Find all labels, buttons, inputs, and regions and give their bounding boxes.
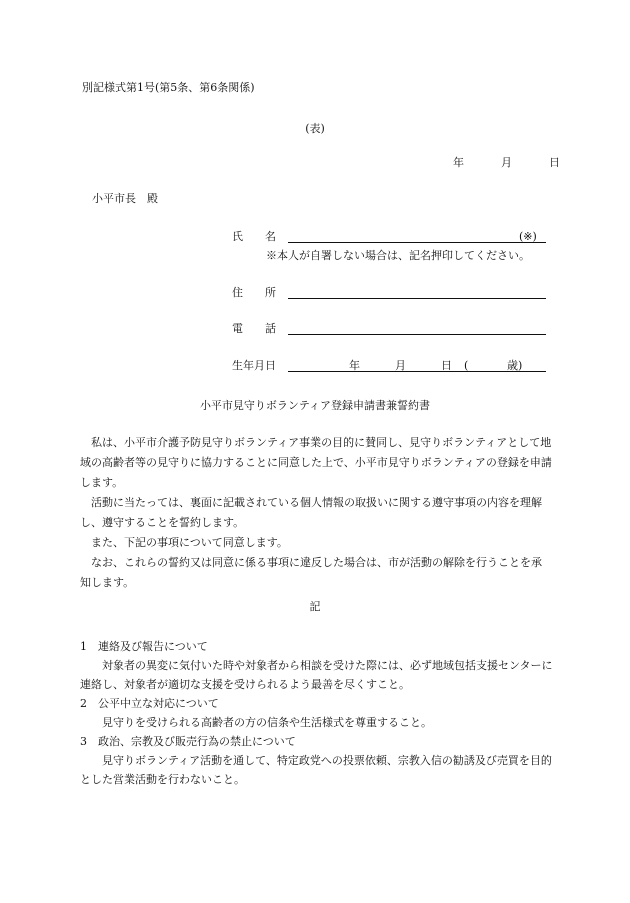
item-3-heading: 3 政治、宗教及び販売行為の禁止について bbox=[80, 735, 296, 748]
phone-label: 電 話 bbox=[232, 322, 276, 335]
item-3-body: 見守りボランティア活動を通して、特定政党への投票依頼、宗教入信の勧誘及び売買を目的とした営業活動を行わないこと。 bbox=[80, 754, 552, 786]
pledge-body bbox=[80, 433, 552, 593]
document-title: 小平市見守りボランティア登録申請書兼誓約書 bbox=[199, 399, 431, 412]
birth-age-open: ( bbox=[464, 359, 469, 372]
name-field[interactable] bbox=[288, 242, 546, 243]
birth-year: 年 bbox=[349, 359, 360, 372]
date-year: 年 bbox=[453, 156, 464, 169]
ki-heading: 記 bbox=[309, 600, 321, 613]
body-paragraph-4: なお、これらの誓約又は同意に係る事項に違反した場合は、市が活動の解除を行うことを承知します。 bbox=[80, 556, 542, 589]
agreement-items bbox=[80, 637, 560, 789]
side-label: (表) bbox=[305, 122, 325, 135]
body-paragraph-1: 私は、小平市介護予防見守りボランティア事業の目的に賛同し、見守りボランティアとして地域の高齢者等の見守りに協力することに同意した上で、小平市見守りボランティアの登録を申請します。 bbox=[80, 436, 552, 489]
date-month: 月 bbox=[501, 156, 512, 169]
phone-field[interactable] bbox=[288, 334, 546, 335]
item-1-body: 対象者の異変に気付いた時や対象者から相談を受けた際には、必ず地域包括支援センターに連絡し、対象者が適切な支援を受けられるよう最善を尽くすこと。 bbox=[80, 659, 553, 691]
item-2-heading: 2 公平中立な対応について bbox=[80, 697, 219, 710]
birth-day: 日 bbox=[441, 359, 452, 372]
body-paragraph-3: また、下記の事項について同意します。 bbox=[80, 536, 288, 549]
name-label: 氏 名 bbox=[232, 230, 276, 243]
name-mark: (※) bbox=[519, 230, 537, 243]
body-paragraph-2: 活動に当たっては、裏面に記載されている個人情報の取扱いに関する遵守事項の内容を理解し、遵守することを誓約します。 bbox=[80, 496, 542, 529]
address-label: 住 所 bbox=[232, 286, 276, 299]
birth-age: 歳) bbox=[507, 359, 523, 372]
address-field[interactable] bbox=[288, 298, 546, 299]
birth-month: 月 bbox=[395, 359, 406, 372]
addressee: 小平市長 殿 bbox=[92, 192, 158, 205]
item-1-heading: 1 連絡及び報告について bbox=[80, 640, 208, 653]
date-day: 日 bbox=[549, 156, 560, 169]
date-line bbox=[453, 157, 560, 168]
item-2-body: 見守りを受けられる高齢者の方の信条や生活様式を尊重すること。 bbox=[80, 716, 432, 729]
name-note: ※本人が自署しない場合は、記名押印してください。 bbox=[266, 249, 530, 262]
form-number: 別記様式第1号(第5条、第6条関係) bbox=[82, 81, 255, 94]
birth-label: 生年月日 bbox=[232, 359, 276, 372]
